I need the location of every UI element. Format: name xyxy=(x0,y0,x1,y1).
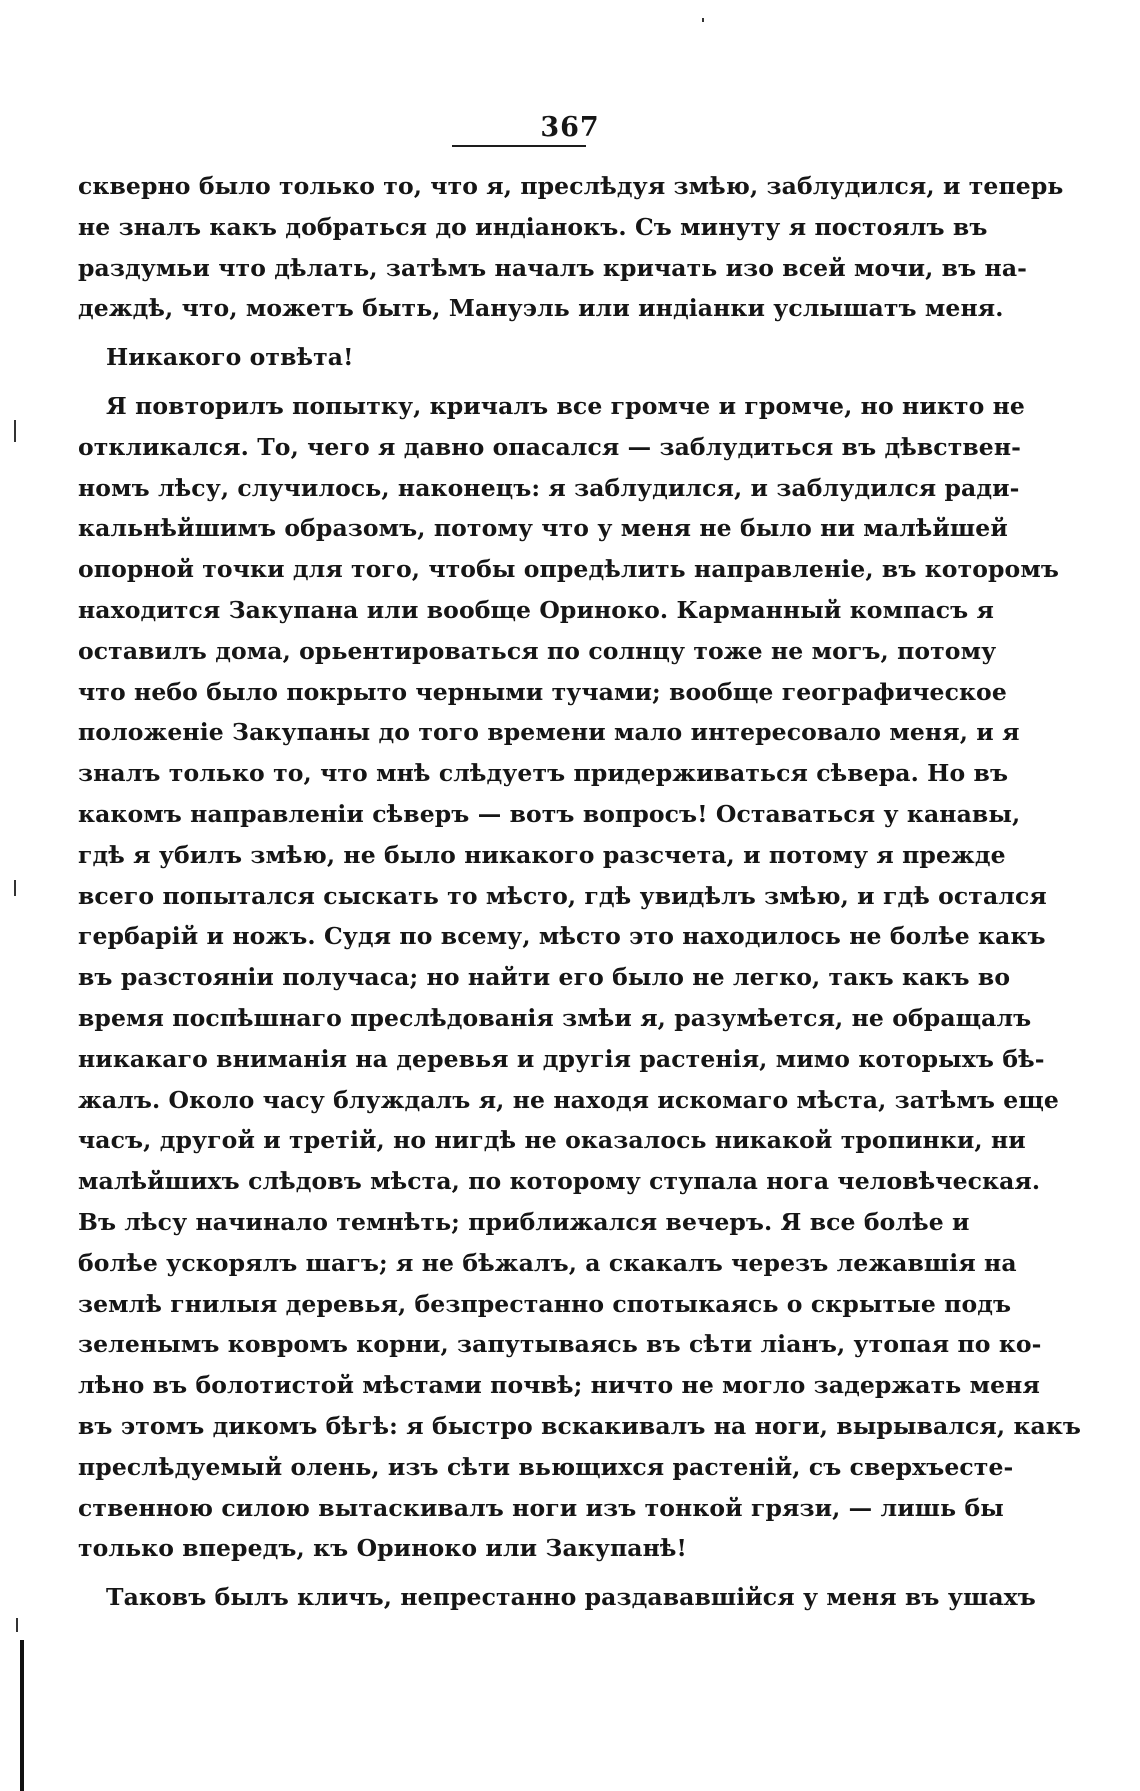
text-line: часъ, другой и третій, но нигдѣ не оказалось никакой тропинки, ни xyxy=(78,1126,1026,1155)
scan-speck xyxy=(16,1618,18,1632)
paragraph-gap xyxy=(78,378,960,386)
text-line: раздумьи что дѣлать, затѣмъ началъ кричать изо всей мочи, въ на- xyxy=(78,253,1028,282)
text-line: не зналъ какъ добраться до индіанокъ. Съ минуту я постоялъ въ xyxy=(78,212,988,241)
text-line: какомъ направленіи сѣверъ — вотъ вопросъ! Оставаться у канавы, xyxy=(78,799,1021,828)
text-line: деждѣ, что, можетъ быть, Мануэль или индіанки услышатъ меня. xyxy=(78,294,1004,323)
text-line: находится Закупана или вообще Ориноко. Карманный компасъ я xyxy=(78,595,994,624)
text-line: въ разстояніи получаса; но найти его было не легко, такъ какъ во xyxy=(78,963,1011,992)
text-line: преслѣдуемый олень, изъ сѣти вьющихся растеній, съ сверхъесте- xyxy=(78,1452,1014,1481)
text-line: никакаго вниманія на деревья и другія растенія, мимо которыхъ бѣ- xyxy=(78,1044,1045,1073)
text-line: Таковъ былъ кличъ, непрестанно раздававшійся у меня въ ушахъ xyxy=(106,1583,1036,1612)
text-line: Никакого отвѣта! xyxy=(106,343,354,372)
text-line: номъ лѣсу, случилось, наконецъ: я заблудился, и заблудился ради- xyxy=(78,473,1020,502)
text-line: гербарій и ножъ. Судя по всему, мѣсто это находилось не болѣе какъ xyxy=(78,922,1046,951)
scan-speck xyxy=(702,18,704,22)
text-line: лѣно въ болотистой мѣстами почвѣ; ничто не могло задержать меня xyxy=(78,1371,1040,1400)
text-line: зеленымъ ковромъ корни, запутываясь въ сѣти ліанъ, утопая по ко- xyxy=(78,1330,1042,1359)
text-line: опорной точки для того, чтобы опредѣлить направленіе, въ которомъ xyxy=(78,555,1059,584)
text-line: болѣе ускорялъ шагъ; я не бѣжалъ, а скакалъ черезъ лежавшія на xyxy=(78,1248,1017,1277)
text-line: жалъ. Около часу блуждалъ я, не находя искомаго мѣста, затѣмъ еще xyxy=(78,1085,1059,1114)
page-number: 367 xyxy=(540,112,600,143)
text-line: Въ лѣсу начинало темнѣть; приближался вечеръ. Я все болѣе и xyxy=(78,1207,970,1236)
scan-speck xyxy=(14,880,16,896)
text-line: землѣ гнилыя деревья, безпрестанно спотыкаясь о скрытые подъ xyxy=(78,1289,1012,1318)
paragraph-2 xyxy=(78,337,960,378)
text-line: откликался. То, чего я давно опасался — заблудиться въ дѣвствен- xyxy=(78,432,1022,461)
text-line: что небо было покрыто черными тучами; вообще географическое xyxy=(78,677,1007,706)
paragraph-1 xyxy=(78,166,1064,329)
paragraph-gap xyxy=(78,329,960,337)
scan-edge-bar xyxy=(20,1640,24,1791)
text-line: ственною силою вытаскивалъ ноги изъ тонкой грязи, — лишь бы xyxy=(78,1493,1004,1522)
paragraph-3 xyxy=(78,386,1082,1569)
text-line: время поспѣшнаго преслѣдованія змѣи я, разумѣется, не обращалъ xyxy=(78,1003,1032,1032)
paragraph-4 xyxy=(78,1577,1036,1618)
page-number-rule xyxy=(452,145,586,147)
text-line: гдѣ я убилъ змѣю, не было никакого разсчета, и потому я прежде xyxy=(78,840,1006,869)
text-line: только впередъ, къ Ориноко или Закупанѣ! xyxy=(78,1534,687,1563)
text-line: въ этомъ дикомъ бѣгѣ: я быстро вскакивалъ на ноги, вырывался, какъ xyxy=(78,1411,1082,1440)
text-line: кальнѣйшимъ образомъ, потому что у меня не было ни малѣйшей xyxy=(78,514,1008,543)
text-line: положеніе Закупаны до того времени мало интересовало меня, и я xyxy=(78,718,1020,747)
text-line: скверно было только то, что я, преслѣдуя змѣю, заблудился, и теперь xyxy=(78,172,1064,200)
text-line: зналъ только то, что мнѣ слѣдуетъ придерживаться сѣвера. Но въ xyxy=(78,759,1009,788)
paragraph-gap xyxy=(78,1569,960,1577)
text-line: всего попытался сыскать то мѣсто, гдѣ увидѣлъ змѣю, и гдѣ остался xyxy=(78,881,1047,910)
scan-speck xyxy=(14,420,16,442)
text-line: Я повторилъ попытку, кричалъ все громче и громче, но никто не xyxy=(106,391,1025,420)
text-line: оставилъ дома, орьентироваться по солнцу тоже не могъ, потому xyxy=(78,636,997,665)
body-text xyxy=(78,166,1082,1618)
text-line: малѣйшихъ слѣдовъ мѣста, по которому ступала нога человѣческая. xyxy=(78,1167,1041,1196)
